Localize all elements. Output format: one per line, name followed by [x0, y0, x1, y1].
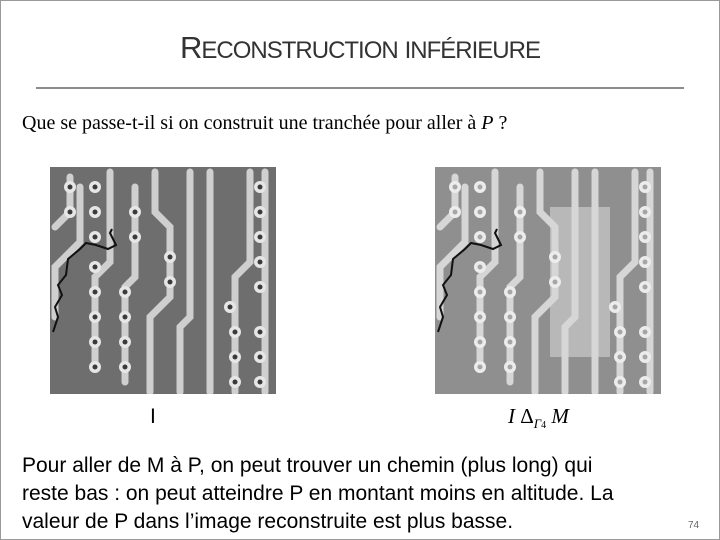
question-text: Que se passe-t-il si on construit une tranchée pour aller à P ? [22, 112, 508, 134]
explanation-text: Pour aller de M à P, on peut trouver un chemin (plus long) qui reste bas : on peut atteindre P en montant moins en altitude. La valeur de P dans l’image reconstruite est plus basse. [22, 454, 614, 533]
caption-reconstructed: I $\Delta_{\Gamma 4}$ M [508, 404, 569, 431]
slide-title: RECONSTRUCTION INFÉRIEURE [180, 30, 540, 65]
page-number: 74 [688, 520, 700, 531]
pcb-image-reconstructed [435, 167, 661, 394]
pcb-image-original [50, 167, 276, 394]
title-divider [36, 87, 684, 89]
caption-original: I [150, 405, 156, 428]
